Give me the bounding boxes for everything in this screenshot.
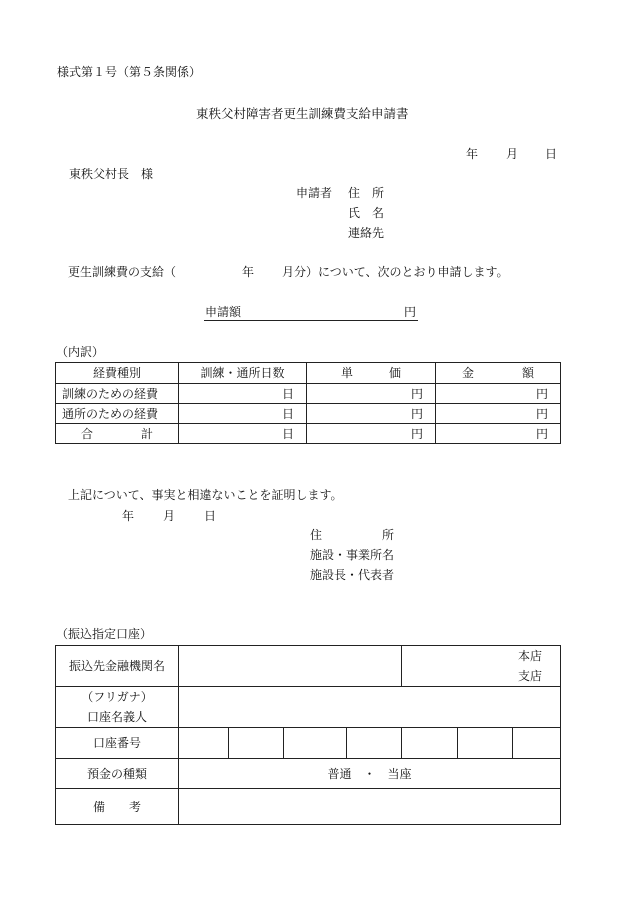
holder-row: [56, 687, 561, 728]
account-digit-box: [284, 728, 347, 759]
deposit-type-options: 普通 ・ 当座: [179, 759, 561, 789]
account-digit-box: [179, 728, 229, 759]
addressee: 東秩父村長 様: [69, 167, 154, 181]
amount-cell: 円: [436, 424, 561, 444]
account-digit-box: [402, 728, 458, 759]
account-digit-box: [229, 728, 284, 759]
account-digit-box: [458, 728, 513, 759]
facility-head-label: 施設長・代表者: [310, 568, 395, 582]
requested-amount-underline: [204, 320, 418, 321]
bank-name-field: [179, 646, 402, 687]
certifier-address-label: 住 所: [310, 528, 395, 542]
deposit-type-row: [56, 759, 561, 789]
requested-amount-unit: 円: [404, 305, 417, 319]
days-cell: 日: [179, 404, 307, 424]
unit-price-cell: 円: [307, 424, 436, 444]
remarks-row: [56, 789, 561, 825]
days-cell: 日: [179, 424, 307, 444]
certification-text: 上記について、事実と相違ないことを証明します。: [68, 488, 343, 502]
account-number-row: [56, 728, 561, 759]
applicant-address-label: 住 所: [348, 186, 385, 200]
breakdown-caption: （内訳）: [56, 345, 105, 359]
table-row-total: [56, 424, 561, 444]
deposit-type-label: 預金の種類: [56, 759, 179, 789]
applicant-name-label: 氏 名: [348, 206, 385, 220]
header-unit-price: 単 価: [307, 363, 436, 384]
breakdown-header-row: [56, 363, 561, 384]
account-table: [55, 645, 561, 825]
amount-cell: 円: [436, 404, 561, 424]
holder-name-field: [179, 687, 561, 728]
unit-price-cell: 円: [307, 404, 436, 424]
total-label-cell: 合 計: [56, 424, 179, 444]
expense-type-cell: 訓練のための経費: [56, 384, 179, 404]
header-amount: 金 額: [436, 363, 561, 384]
page-title: 東秩父村障害者更生訓練費支給申請書: [196, 106, 409, 121]
days-cell: 日: [179, 384, 307, 404]
header-days: 訓練・通所日数: [179, 363, 307, 384]
branch-type-cell: [402, 646, 561, 687]
holder-label: 口座名義人: [86, 710, 147, 724]
branch-label: 支店: [518, 669, 543, 683]
amount-cell: 円: [436, 384, 561, 404]
account-number-label: 口座番号: [56, 728, 179, 759]
header-expense-type: 経費種別: [56, 363, 179, 384]
table-row: [56, 384, 561, 404]
bank-label: 振込先金融機関名: [56, 646, 179, 687]
applicant-label: 申請者: [296, 186, 333, 200]
unit-price-cell: 円: [307, 384, 436, 404]
furigana-label: （フリガナ）: [81, 690, 153, 704]
account-caption: （振込指定口座）: [56, 627, 153, 641]
expense-type-cell: 通所のための経費: [56, 404, 179, 424]
requested-amount-label: 申請額: [205, 305, 242, 319]
bank-row: [56, 646, 561, 687]
account-digit-box: [513, 728, 561, 759]
remarks-label: 備 考: [56, 789, 179, 825]
form-number: 様式第１号（第５条関係）: [57, 65, 202, 79]
facility-name-label: 施設・事業所名: [310, 548, 395, 562]
holder-label-cell: [56, 687, 179, 728]
remarks-field: [179, 789, 561, 825]
breakdown-table: [55, 362, 561, 444]
applicant-contact-label: 連絡先: [348, 226, 385, 240]
table-row: [56, 404, 561, 424]
head-office-label: 本店: [518, 649, 543, 663]
account-digit-box: [347, 728, 402, 759]
